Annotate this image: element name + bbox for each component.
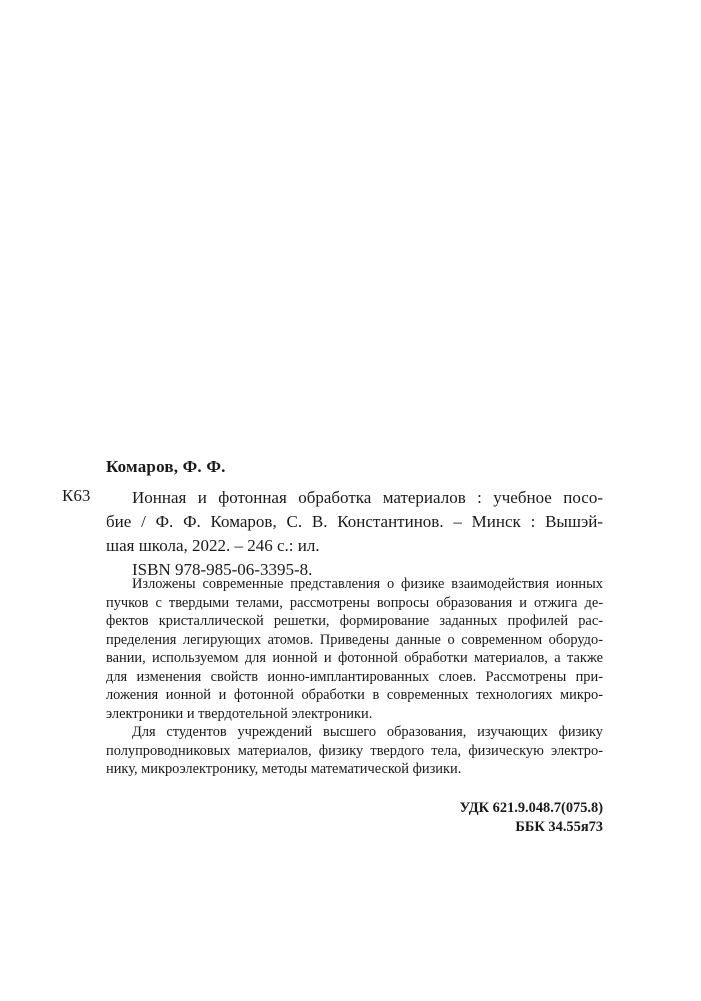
abstract-line: пучков с твердыми телами, рассмотрены вопросы образования и отжига де- <box>106 594 603 611</box>
abstract-line: вании, используемом для ионной и фотонной обработки материалов, а также <box>106 650 603 666</box>
bbk-code: ББК 34.55я73 <box>515 818 603 835</box>
abstract-line: для изменения свойств ионно-имплантированных слоев. Рассмотрены при- <box>106 668 603 685</box>
classification-codes <box>460 799 603 836</box>
audience-line: Для студентов учреждений высшего образования, изучающих физику <box>132 724 603 740</box>
abstract-line: фектов кристаллической решетки, формирование заданных профилей рас- <box>106 613 603 629</box>
biblio-line: бие / Ф. Ф. Комаров, С. В. Константинов. – Минск : Вышэй- <box>106 512 603 531</box>
abstract-line: электроники и твердотельной электроники. <box>106 705 373 722</box>
audience-line: полупроводниковых материалов, физику твердого тела, физическую электро- <box>106 742 603 759</box>
udk-code: УДК 621.9.048.7(075.8) <box>459 800 603 816</box>
abstract-line: ложения ионной и фотонной обработки в современных технологиях микро- <box>106 687 603 703</box>
catalog-code: К63 <box>62 486 91 505</box>
audience-line: нику, микроэлектронику, методы математической физики. <box>106 761 462 777</box>
biblio-line: Ионная и фотонная обработка материалов : учебное посо- <box>132 488 603 507</box>
isbn: ISBN 978-985-06-3395-8. <box>132 560 313 579</box>
abstract-line: Изложены современные представления о физике взаимодействия ионных <box>132 576 603 592</box>
abstract-line: пределения легирующих атомов. Приведены данные о современном оборудо- <box>106 631 603 648</box>
abstract <box>106 575 603 779</box>
biblio-line: шая школа, 2022. – 246 с.: ил. <box>106 536 320 555</box>
bibliographic-description <box>106 486 603 582</box>
author-heading: Комаров, Ф. Ф. <box>106 457 226 476</box>
